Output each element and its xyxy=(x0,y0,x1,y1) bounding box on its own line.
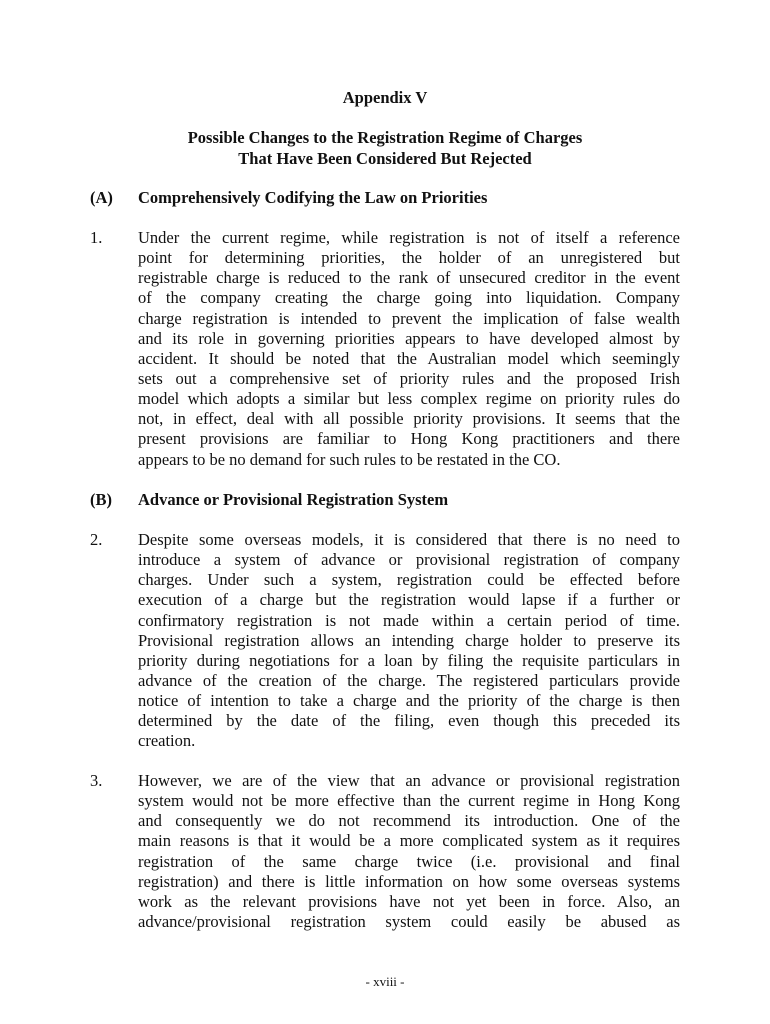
paragraph-line: execution of a charge but the registration would lapse if a further or xyxy=(138,590,680,610)
paragraph-line: determined by the date of the filing, even though this preceded its xyxy=(138,711,680,731)
paragraph-line: confirmatory registration is not made within a certain period of time. xyxy=(138,610,680,630)
paragraph-line: sets out a comprehensive set of priority rules and the proposed Irish xyxy=(138,368,680,388)
section-label: (A) xyxy=(90,188,113,207)
paragraph-line: present provisions are familiar to Hong Kong practitioners and there xyxy=(138,429,680,449)
document-title xyxy=(0,128,770,169)
paragraph-line: system would not be more effective than the current regime in Hong Kong xyxy=(138,791,680,811)
paragraph-line: However, we are of the view that an advance or provisional registration xyxy=(138,771,680,790)
paragraph-number: 1. xyxy=(90,228,103,247)
paragraph-number: 2. xyxy=(90,530,103,549)
paragraph-3 xyxy=(90,771,680,932)
section-title: Advance or Provisional Registration System xyxy=(138,490,449,509)
paragraph-line: Under the current regime, while registration is not of itself a reference xyxy=(138,228,680,247)
title-line: Possible Changes to the Registration Regime of Charges xyxy=(187,128,583,147)
paragraph-line: charge registration is intended to prevent the implication of false wealth xyxy=(138,308,680,328)
title-line: That Have Been Considered But Rejected xyxy=(238,148,532,168)
paragraph-number: 3. xyxy=(90,771,103,790)
paragraph-line: appears to be no demand for such rules to be restated in the CO. xyxy=(138,449,561,469)
paragraph-body xyxy=(138,771,680,932)
paragraph-line: charges. Under such a system, registration could be effected before xyxy=(138,570,680,590)
paragraph-line: and consequently we do not recommend its introduction. One of the xyxy=(138,811,680,831)
paragraph-line: Provisional registration allows an intending charge holder to preserve its xyxy=(138,630,680,650)
paragraph-line: introduce a system of advance or provisional registration of company xyxy=(138,550,680,570)
paragraph-line: and its role in governing priorities appears to have developed almost by xyxy=(138,328,680,348)
paragraph-line: point for determining priorities, the holder of an unregistered but xyxy=(138,248,680,268)
paragraph-line: advance of the creation of the charge. The registered particulars provide xyxy=(138,670,680,690)
section-title: Comprehensively Codifying the Law on Priorities xyxy=(138,188,488,207)
appendix-label: Appendix V xyxy=(342,88,428,107)
paragraph-line: accident. It should be noted that the Australian model which seemingly xyxy=(138,348,680,368)
paragraph-line: registrable charge is reduced to the rank of unsecured creditor in the event xyxy=(138,268,680,288)
paragraph-line: registration of the same charge twice (i.e. provisional and final xyxy=(138,851,680,871)
page-number: - xviii - xyxy=(365,974,405,989)
paragraph-line: not, in effect, deal with all possible priority provisions. It seems that the xyxy=(138,409,680,429)
section-label: (B) xyxy=(90,490,112,509)
paragraph-line: registration) and there is little information on how some overseas systems xyxy=(138,871,680,891)
paragraph-line: of the company creating the charge going into liquidation. Company xyxy=(138,288,680,308)
paragraph-body xyxy=(138,228,680,470)
paragraph-line: model which adopts a similar but less complex regime on priority rules do xyxy=(138,389,680,409)
paragraph-1 xyxy=(90,228,680,470)
paragraph-line: priority during negotiations for a loan by filing the requisite particulars in xyxy=(138,650,680,670)
paragraph-2 xyxy=(90,530,680,752)
paragraph-line: main reasons is that it would be a more complicated system as it requires xyxy=(138,831,680,851)
paragraph-line: notice of intention to take a charge and the priority of the charge is then xyxy=(138,691,680,711)
paragraph-line: creation. xyxy=(138,731,196,751)
paragraph-line: advance/provisional registration system could easily be abused as xyxy=(138,911,680,931)
paragraph-body xyxy=(138,530,680,752)
paragraph-line: Despite some overseas models, it is considered that there is no need to xyxy=(138,530,680,549)
paragraph-line: work as the relevant provisions have not yet been in force. Also, an xyxy=(138,891,680,911)
